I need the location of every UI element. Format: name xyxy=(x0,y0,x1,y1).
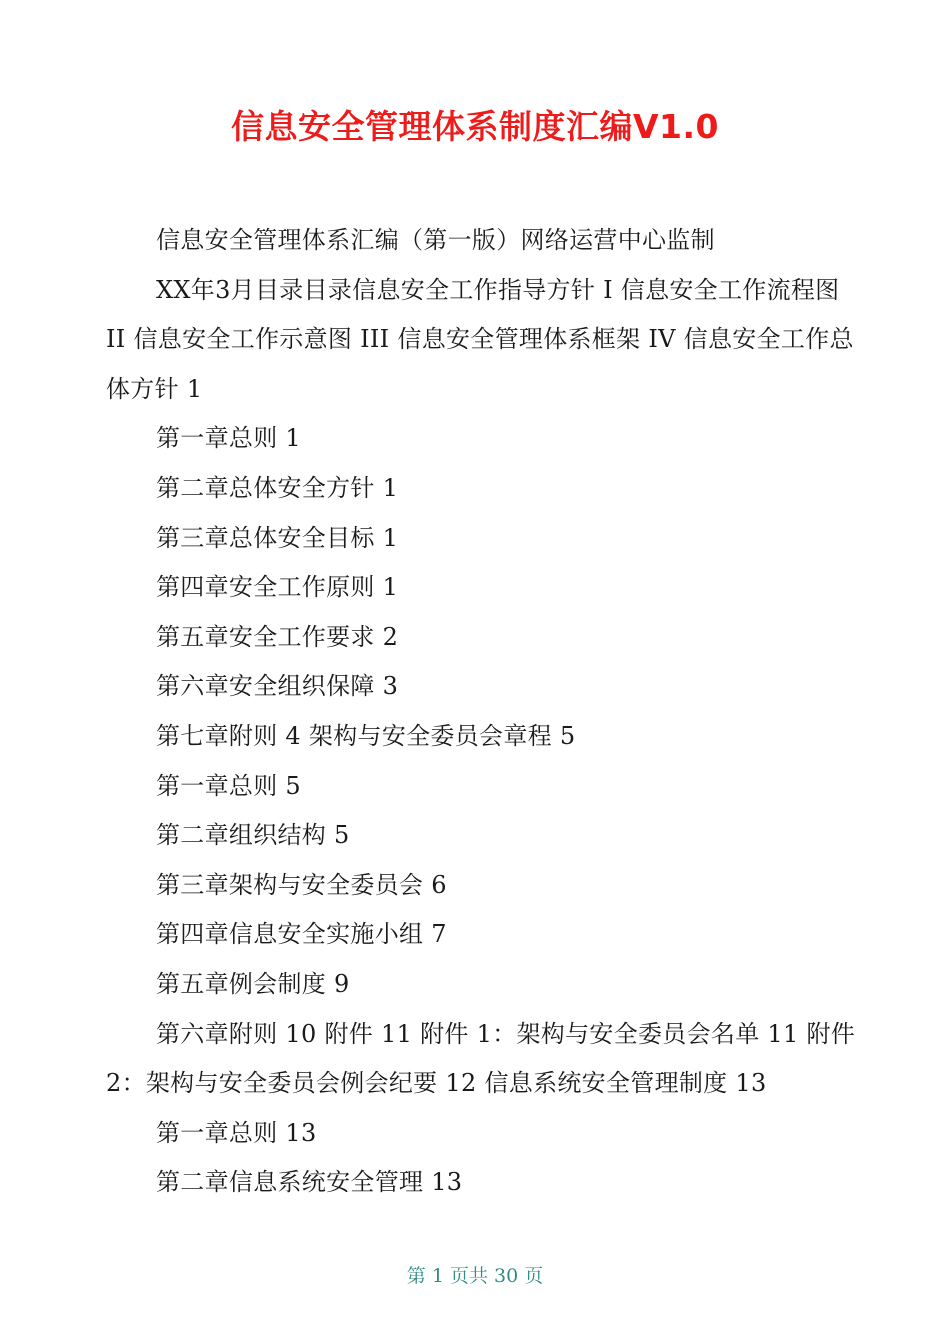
toc-entry: 第二章总体安全方针 1 xyxy=(156,473,399,502)
toc-entry: 第四章信息安全实施小组 7 xyxy=(156,920,447,949)
paragraph-toc-header: XX年3月目录目录信息安全工作指导方针 I 信息安全工作流程图 II 信息安全工作示意图 III 信息安全管理体系框架 IV 信息安全工作总体方针 1 xyxy=(106,275,854,403)
toc-entry: 第六章安全组织保障 3 xyxy=(156,672,399,701)
toc-entry: 第四章安全工作原则 1 xyxy=(156,573,399,602)
toc-entry: 第一章总则 5 xyxy=(156,771,301,800)
page-footer: 第 1 页共 30 页 xyxy=(406,1265,544,1287)
toc-entry: 第一章总则 1 xyxy=(156,424,301,453)
document-body xyxy=(106,216,856,1208)
toc-entry: 第二章信息系统安全管理 13 xyxy=(156,1168,463,1197)
toc-entry: 第七章附则 4 架构与安全委员会章程 5 xyxy=(156,721,576,750)
paragraph-intro: 信息安全管理体系汇编（第一版）网络运营中心监制 xyxy=(156,226,715,254)
toc-entry: 第三章架构与安全委员会 6 xyxy=(156,870,447,899)
toc-entry: 第六章附则 10 附件 11 附件 1：架构与安全委员会名单 11 附件 2：架构与安全委员会例会纪要 12 信息系统安全管理制度 13 xyxy=(106,1019,856,1098)
toc-entry: 第五章安全工作要求 2 xyxy=(156,622,399,651)
toc-entry: 第二章组织结构 5 xyxy=(156,821,350,850)
toc-entry: 第三章总体安全目标 1 xyxy=(156,523,399,552)
toc-entry: 第一章总则 13 xyxy=(156,1118,317,1147)
toc-entry: 第五章例会制度 9 xyxy=(156,969,350,998)
document-title: 信息安全管理体系制度汇编V1.0 xyxy=(231,107,719,146)
